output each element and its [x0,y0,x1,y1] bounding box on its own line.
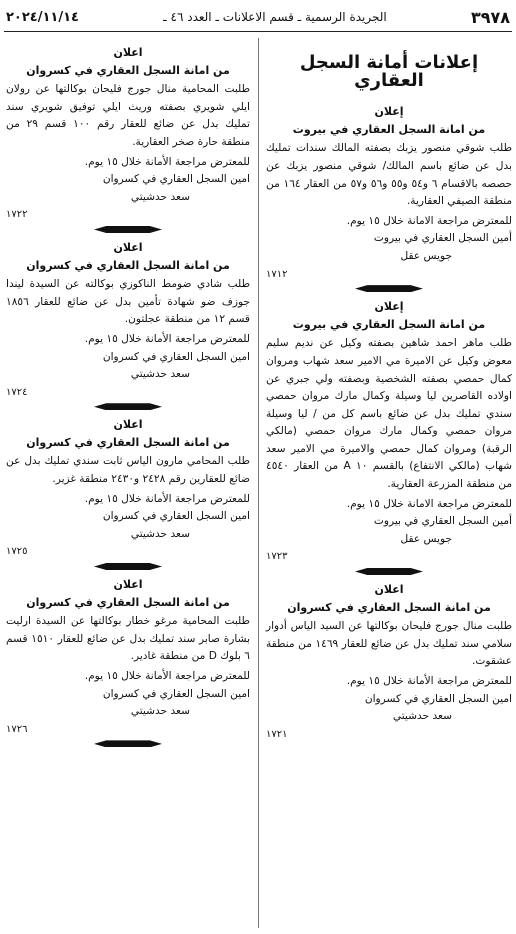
right-column [266,40,512,743]
notice-objection: للمعترض مراجعة الامانة خلال ١٥ يوم. [346,497,512,510]
page-header [6,6,510,28]
page-number: ٣٩٧٨ [470,7,510,27]
notice-number: ١٧٢٥ [6,546,28,558]
notice-subheading: من امانة السجل العقاري في بيروت [292,317,486,331]
notice-body: طلب شوقي منصور يزبك بصفته المالك سندات تمليك بدل عن ضائع باسم المالك/ شوقي منصور يزبك عن حصصه بالاقسام ٦ و٥٤ و٥٥ و٥٦ و٥٧ من العقار ١٦٤ من منطقة الصيفي العقارية. [266,142,513,208]
column-divider [258,38,259,928]
separator-ornament [6,403,250,410]
notice [6,576,250,738]
notice-body: طلب المحامي مارون الياس ثابت سندي تمليك بدل عن ضائع للعقارين رقم ٢٤٢٨ و٢٤٣٠ منطقة غزير. [6,455,250,486]
notice-signatory: سعد حدشيتي [130,368,190,381]
notice-number: ١٧١٢ [266,268,288,280]
separator-ornament [266,568,512,575]
notice-objection: للمعترض مراجعة الأمانة خلال ١٥ يوم. [84,492,250,505]
notice-office: امين السجل العقاري في كسروان [102,510,250,523]
notice-signatory: سعد حدشيتي [392,710,452,723]
header-rule [4,31,512,32]
notice-number: ١٧٢٤ [6,386,28,398]
notice [6,239,250,401]
notice-heading: إعلان [374,105,404,119]
notice-office: أمين السجل العقاري في بيروت [373,232,512,245]
notice-office: أمين السجل العقاري في بيروت [373,515,512,528]
notice-objection: للمعترض مراجعة الأمانة خلال ١٥ يوم. [346,675,512,687]
separator-ornament [6,740,250,747]
notice-signatory: جويس عقل [400,249,452,262]
notice-heading: اعلان [374,583,404,597]
notice-subheading: من امانة السجل العقاري في بيروت [292,122,486,136]
separator-ornament [6,563,250,570]
issue-date: ٢٠٢٤/١١/١٤ [6,9,79,25]
notice-number: ١٧٢٦ [6,723,28,735]
notice [6,416,250,561]
notice-objection: للمعترض مراجعة الأمانة خلال ١٥ يوم. [84,155,250,168]
notice-heading: اعلان [113,46,143,59]
notice-office: امين السجل العقاري في كسروان [364,692,512,705]
notice-body: طلبت منال جورج فليحان بوكالتها عن السيد الياس أدوار سلامي سند تمليك بدل عن ضائع للعقار ١٤٦٩ من منطقة عشقوت. [266,620,513,668]
notice-number: ١٧٢٣ [266,551,288,563]
notice [266,581,512,743]
notice-body: طلب شادي ضومط الناكوزي بوكالته عن السيدة ليندا جوزف ضو شهادة تأمين بدل عن ضائع للعقار ١٨٥٦ قسم ١٢ من منطقة عجلتون. [6,278,250,326]
notice-signatory: سعد حدشيتي [130,190,190,203]
notice-objection: للمعترض مراجعة الأمانة خلال ١٥ يوم. [84,332,250,345]
notice [266,103,512,283]
notice-number: ١٧٢٢ [6,209,28,221]
notice-signatory: سعد حدشيتي [130,705,190,718]
notice-signatory: سعد حدشيتي [130,527,190,540]
publication-title: الجريدة الرسمية ـ قسم الاعلانات ـ العدد ٤٦ ـ [163,10,387,24]
notice-body: طلبت المحامية منال جورج فليحان بوكالتها عن رولان ايلي شويري بصفته وريث ايلي توفيق شويري سند تمليك بدل عن ضائع للعقار رقم ١٠٠ قسم ٢٩ من منطقة حارة صخر العقارية. [6,83,251,148]
separator-ornament [266,285,512,292]
notice-office: امين السجل العقاري في كسروان [102,687,250,700]
notice-subheading: من امانة السجل العقاري في كسروان [26,258,230,272]
notice-office: امين السجل العقاري في كسروان [102,173,250,186]
notice-body: طلبت المحامية مرغو خطار بوكالتها عن السيدة ارليت بشارة صابر سند تمليك بدل عن ضائع للعقار ١٥١٠ قسم ٦ بلوك D من منطقة غادير. [6,615,250,663]
notice-heading: اعلان [113,418,143,432]
separator-ornament [6,226,250,233]
notice-heading: اعلان [113,240,143,254]
notice-number: ١٧٢١ [266,728,288,740]
notice-heading: اعلان [113,578,143,592]
notice [266,298,512,566]
notice-body: طلب ماهر احمد شاهين بصفته وكيل عن نديم سليم معوض وكيل عن الاميرة مي الامير سعد شهاب ومروان كمال حمصي بصفته الشخصية وبصفته ولي جبري عن اولاده القاصرين ليا وسيلة وكمال مارك مروان حمصي سندي تمليك بدل عن ضائع باسم كل من / ليا وسيلة مروان حمصي وكمال مارك مروان حمصي (مالكي الرقبة) ومروان كمال حمصي والاميرة مي الامير سعد شهاب (مالكي الانتفاع) بالقسم ١٠ A من العقار ٤٥٤٠ من منطقة المزرعة العقارية. [266,337,513,491]
notice-heading: إعلان [374,300,404,314]
notice-subheading: من امانة السجل العقاري في كسروان [26,435,230,449]
left-column [6,40,250,753]
notice-subheading: من امانة السجل العقاري في كسروان [26,595,230,609]
notice-subheading: من امانة السجل العقاري في كسروان [26,63,230,77]
notice-office: امين السجل العقاري في كسروان [102,350,250,363]
notice-objection: للمعترض مراجعة الامانة خلال ١٥ يوم. [346,214,512,227]
notice-objection: للمعترض مراجعة الأمانة خلال ١٥ يوم. [84,670,250,682]
notice-subheading: من امانة السجل العقاري في كسروان [287,600,491,614]
section-title: إعلانات أمانة السجل العقاري [299,52,479,91]
notice [6,44,250,224]
notice-signatory: جويس عقل [400,532,452,545]
